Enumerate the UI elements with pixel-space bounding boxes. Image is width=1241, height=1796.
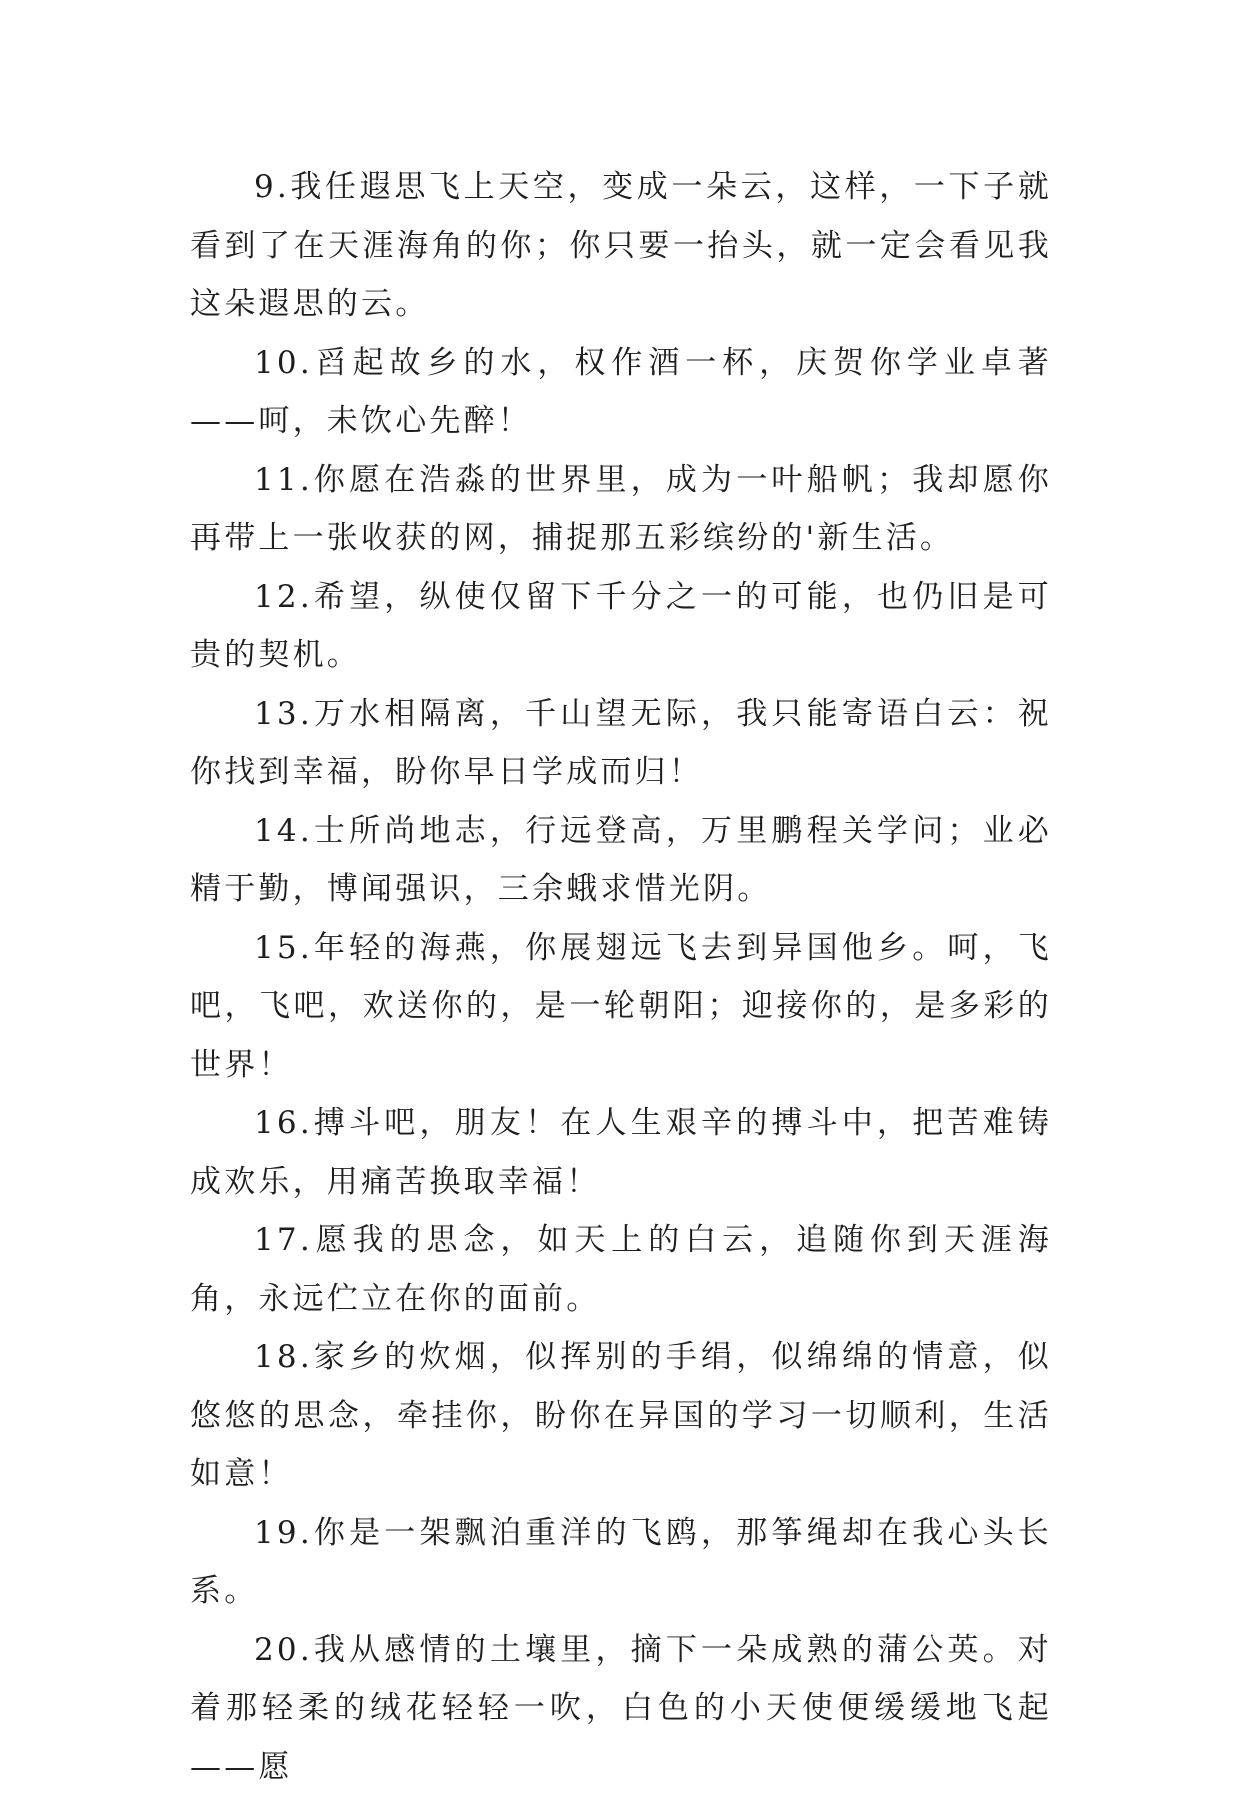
paragraph-18: 18.家乡的炊烟，似挥别的手绢，似绵绵的情意，似悠悠的思念，牵挂你，盼你在异国的学习一切顺利，生活如意！: [190, 1328, 1052, 1504]
paragraph-16: 16.搏斗吧，朋友！在人生艰辛的搏斗中，把苦难铸成欢乐，用痛苦换取幸福！: [190, 1094, 1052, 1211]
paragraph-15: 15.年轻的海燕，你展翅远飞去到异国他乡。呵，飞吧，飞吧，欢送你的，是一轮朝阳；迎接你的，是多彩的世界！: [190, 919, 1052, 1095]
paragraph-14: 14.士所尚地志，行远登高，万里鹏程关学问；业必精于勤，博闻强识，三余蛾求惜光阴。: [190, 802, 1052, 919]
paragraph-12: 12.希望，纵使仅留下千分之一的可能，也仍旧是可贵的契机。: [190, 568, 1052, 685]
paragraph-13: 13.万水相隔离，千山望无际，我只能寄语白云：祝你找到幸福，盼你早日学成而归！: [190, 685, 1052, 802]
document-body: [190, 158, 1052, 1796]
paragraph-10: 10.舀起故乡的水，权作酒一杯，庆贺你学业卓著——呵，未饮心先醉！: [190, 334, 1052, 451]
paragraph-11: 11.你愿在浩淼的世界里，成为一叶船帆；我却愿你再带上一张收获的网，捕捉那五彩缤纷的'新生活。: [190, 451, 1052, 568]
paragraph-17: 17.愿我的思念，如天上的白云，追随你到天涯海角，永远伫立在你的面前。: [190, 1211, 1052, 1328]
paragraph-19: 19.你是一架飘泊重洋的飞鸥，那筝绳却在我心头长系。: [190, 1504, 1052, 1621]
paragraph-9: 9.我任遐思飞上天空，变成一朵云，这样，一下子就看到了在天涯海角的你；你只要一抬头，就一定会看见我这朵遐思的云。: [190, 158, 1052, 334]
paragraph-20: 20.我从感情的土壤里，摘下一朵成熟的蒲公英。对着那轻柔的绒花轻轻一吹，白色的小天使便缓缓地飞起——愿: [190, 1621, 1052, 1796]
